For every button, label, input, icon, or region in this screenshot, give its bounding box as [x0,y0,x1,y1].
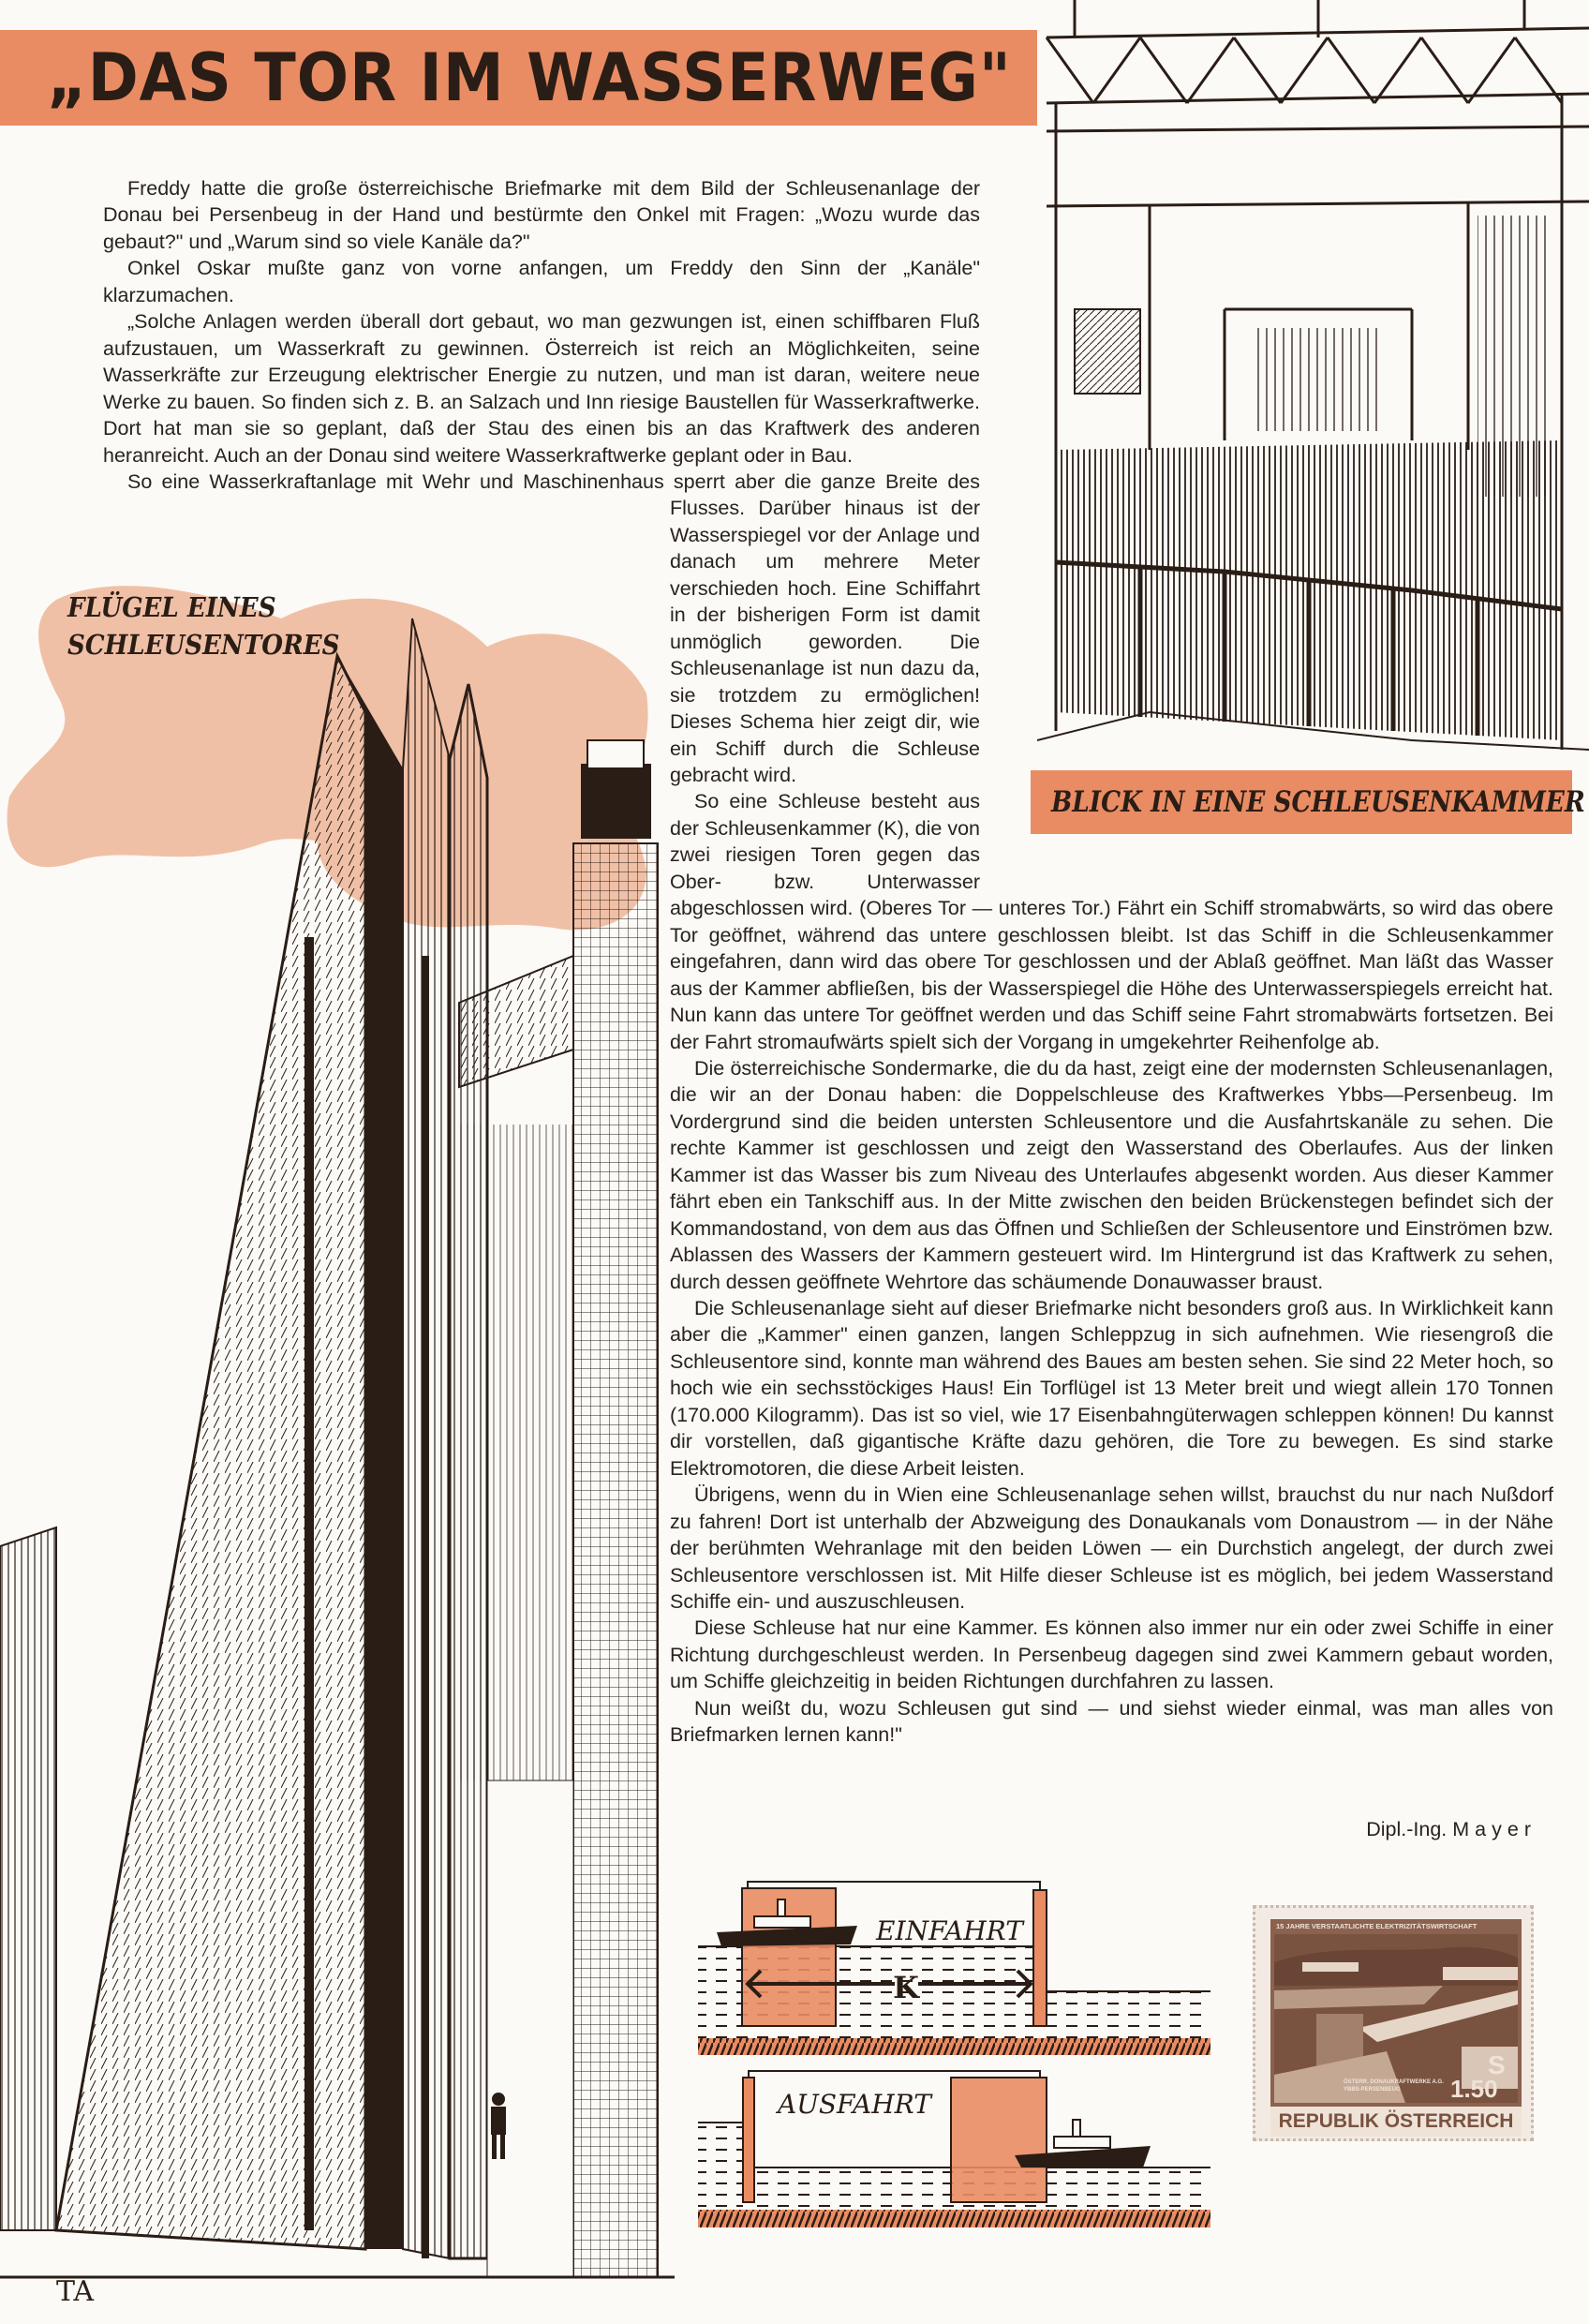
chamber-label: K [893,1970,919,2005]
author-title: Dipl.-Ing. [1366,1818,1448,1840]
paragraph: Onkel Oskar mußte ganz von vorne anfangen, um Freddy den Sinn der „Kanäle" klarzumachen. [103,257,980,306]
stamp-image [1270,1919,1522,2137]
stamp-caption-line2: YBBS-PERSENBEUG [1344,2087,1401,2093]
paragraph: So eine Schleuse besteht aus der Schleusenkammer (K), die von zwei riesigen Toren gegen das Ober- bzw. Unterwasser abgeschlossen wird. (Oberes Tor — unteres Tor.) Fährt ein Schiff stromabwärts, so wird das obere Tor geöffnet, während das untere geschlossen bleibt. Ist das Schiff in die Schleusenkammer eingefahren, dann wird das obere Tor geschlossen und der Ablaß geöffnet. Man läßt das Wasser aus der Kammer abfließen, bis der Wasserspiegel die Höhe des Unterwasserspiegels erreicht hat. Nun kann das untere Tor geöffnet werden und das Schiff seine Fahrt stromabwärts fortsetzen. Bei der Fahrt stromaufwärts spielt sich der Vorgang in umgekehrter Reihenfolge ab. [670,790,1553,1053]
chamber-caption: BLICK IN EINE SCHLEUSENKAMMER [1051,785,1585,819]
paragraph: „Solche Anlagen werden überall dort gebaut, wo man gezwungen ist, einen schiffbaren Fluß aufzustauen, um Wasserkraft zu gewinnen. Österreich ist reich an Möglichkeiten, seine Wasserkräfte zur Erzeugung elektrischer Energie zu nutzen, und man ist daran, weitere neue Werke zu bauen. So finden sich z. B. an Salzach und Inn riesige Baustellen für Wasserkraftwerke. Dort hat man sie so geplant, daß der Stau des einen bis an das Kraftwerk des anderen heranreicht. Auch an der Donau sind weitere Wasserkraftwerke geplant oder in Bau. [103,310,980,467]
entry-panel [698,1882,1210,2055]
lower-gate [951,2078,1047,2202]
postage-stamp [1253,1905,1534,2141]
paragraph: Diese Schleuse hat nur eine Kammer. Es können also immer nur ein oder zwei Schiffe in einer Richtung durchgeschleust werden. In Persenbeug dagegen sind zwei Kammern gebaut worden, um Schiffe gleichzeitig in beiden Richtungen durchfahren zu lassen. [670,1616,1553,1693]
paragraph: Die Schleusenanlage sieht auf dieser Briefmarke nicht besonders groß aus. In Wirklichkeit kann aber die „Kammer" einen ganzen, langen Schleppzug in sich aufnehmen. Wie riesengroß die Schleusentore sind, konnte man während des Baues am besten sehen. Sie sind 22 Meter hoch, so hoch wie ein sechsstöckiges Haus! Ein Torflügel ist 13 Meter breit und wiegt allein 170 Tonnen (170.000 Kilogramm). Das ist so viel, wie 17 Eisenbahngüterwagen schleppen können! Du kannst dir vorstellen, daß gigantische Kräfte dazu gehören, die Tore zu bewegen. Es sind starke Elektromotoren, die diese Arbeit leisten. [670,1297,1553,1480]
entry-label: EINFAHRT [876,1915,1023,1946]
lower-gate [1033,1890,1047,2026]
stamp-top-text: 15 JAHRE VERSTAATLICHTE ELEKTRIZITÄTSWIRTSCHAFT [1276,1922,1478,1930]
stamp-country: REPUBLIK ÖSTERREICH [1270,2107,1522,2137]
paragraph: Übrigens, wenn du in Wien eine Schleusenanlage sehen willst, brauchst du nur nach Nußdorf zu fahren! Dort ist unterhalb der Abzweigung des Donaukanals vom Donaustrom — in der Nähe der berühmten Wehranlage mit den beiden Löwen — ein Durchstich angelegt, der durch zwei Schleusentore verschlossen ist. Mit Hilfe dieser Schleuse ist es möglich, bei jedem Wasserstand Schiffe ein- und auszuschleusen. [670,1483,1553,1614]
author-name: Mayer [1452,1818,1537,1840]
artist-monogram: TA [56,2275,95,2308]
gate-caption-line2: SCHLEUSENTORES [67,629,340,661]
upper-gate [743,2078,754,2202]
author-signature [1293,1818,1537,1841]
lock-diagram [693,1874,1218,2249]
stamp-caption-line1: ÖSTERR. DONAUKRAFTWERKE A.G. [1344,2079,1444,2085]
title-band [0,30,1038,126]
stamp-value: 1.50 [1450,2075,1498,2103]
exit-panel [698,2071,1210,2227]
upper-gate [742,1888,836,2026]
page-title: „DAS TOR IM WASSERWEG" [47,39,1012,116]
paragraph: Freddy hatte die große österreichische Briefmarke mit dem Bild der Schleusenanlage der Donau bei Persenbeug in der Hand und bestürmte den Onkel mit Fragen: „Wozu wurde das gebaut?" und „Warum sind so viele Kanäle da?" [103,177,980,253]
paragraph: Nun weißt du, wozu Schleusen gut sind — und siehst wieder einmal, was man alles von Briefmarken lernen kann!" [670,1696,1553,1747]
gate-caption-line1: FLÜGEL EINES [67,591,276,623]
stamp-currency: S [1488,2050,1506,2079]
paragraph: Die österreichische Sondermarke, die du da hast, zeigt eine der modernsten Schleusenanlagen, die wir an der Donau haben: die Doppelschleuse des Kraftwerkes Ybbs—Persenbeug. Im Vordergrund sind die beiden untersten Schleusentore und die Ausfahrtskanäle zu sehen. Die rechte Kammer ist geschlossen und zeigt den Wasserstand des Oberlaufes. Aus der linken Kammer ist das Wasser bis zum Niveau des Unterlaufes abgesenkt worden. Aus dieser Kammer fährt eben ein Tankschiff aus. In der Mitte zwischen den beiden Brückenstegen befindet sich der Kommandostand, von dem aus das Öffnen und Schließen der Schleusentore und Einströmen bzw. Ablassen des Wassers der Kammern gesteuert wird. Im Hintergrund ist das Kraftwerk zu sehen, durch dessen geöffnete Wehrtore das schäumende Donauwasser braust. [670,1056,1553,1293]
paragraph: So eine Wasserkraftanlage mit Wehr und Maschinenhaus sperrt aber die ganze Breite des Flusses. Darüber hinaus ist der Wasserspiegel vor der Anlage und danach um mehrere Meter verschieden hoch. Eine Schiffahrt in der bisherigen Form ist damit unmöglich geworden. Die Schleusenanlage ist nun dazu da, sie trotzdem zu ermöglichen! Dieses Schema hier zeigt dir, wie ein Schiff durch die Schleuse gebracht wird. [127,469,980,786]
exit-label: AUSFAHRT [778,2089,931,2120]
stamp-caption [1344,2078,1444,2093]
